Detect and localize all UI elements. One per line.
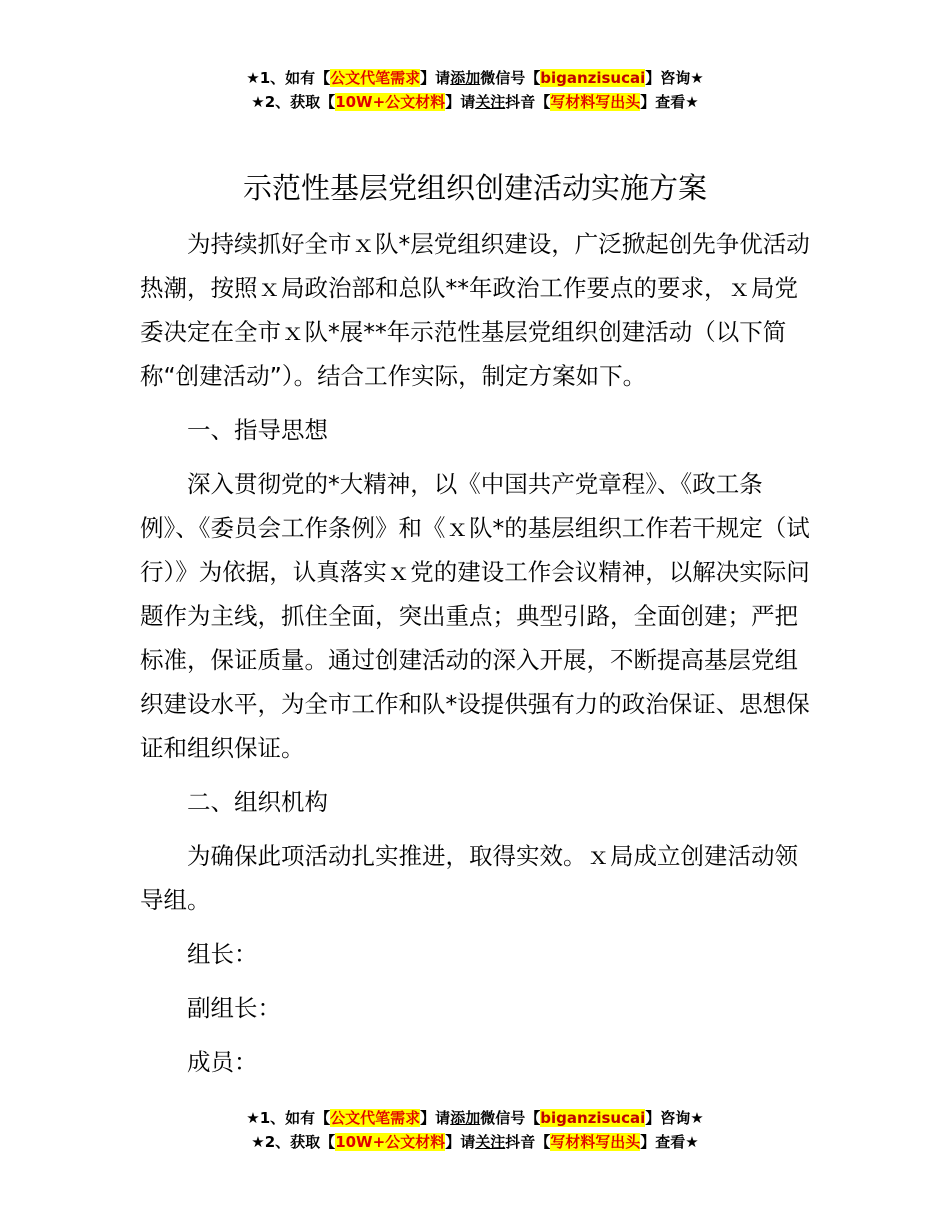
paragraph-organization: 为确保此项活动扎实推进，取得实效。ｘ局成立创建活动领导组。 [140, 842, 798, 914]
banner-text: 微信号【 [480, 1109, 541, 1127]
field-deputy-leader: 副组长： [187, 994, 281, 1022]
banner-text: 】请 [420, 69, 451, 87]
banner-text: ★2、获取【 [251, 93, 336, 111]
banner-underline: 关注 [475, 93, 506, 111]
banner-wechat-id: biganzisucai [540, 69, 646, 87]
field-leader: 组长： [187, 940, 258, 968]
header-banner [0, 66, 950, 114]
banner-text: 】请 [445, 93, 476, 111]
banner-line-1 [0, 1106, 950, 1130]
document-body [140, 222, 820, 1094]
banner-highlight: 公文代笔需求 [330, 1109, 421, 1127]
footer-banner [0, 1106, 950, 1154]
banner-text: 】咨询★ [645, 1109, 704, 1127]
section-heading-1: 一、指导思想 [187, 416, 328, 444]
banner-text: 】查看★ [640, 1133, 699, 1151]
banner-line-1 [0, 66, 950, 90]
banner-text: 抖音【 [505, 1133, 551, 1151]
banner-wechat-id: biganzisucai [540, 1109, 646, 1127]
field-members: 成员： [187, 1048, 258, 1076]
banner-text: 】咨询★ [645, 69, 704, 87]
banner-underline: 添加 [450, 69, 481, 87]
banner-highlight: 公文代笔需求 [330, 69, 421, 87]
banner-highlight: 10W+公文材料 [335, 1133, 446, 1151]
banner-text: 】查看★ [640, 93, 699, 111]
banner-line-2 [0, 90, 950, 114]
document-title: 示范性基层党组织创建活动实施方案 [242, 171, 707, 205]
section-heading-2: 二、组织机构 [187, 788, 328, 816]
banner-text: 】请 [420, 1109, 451, 1127]
banner-text: ★1、如有【 [246, 69, 331, 87]
banner-line-2 [0, 1130, 950, 1154]
banner-text: 抖音【 [505, 93, 551, 111]
banner-underline: 关注 [475, 1133, 506, 1151]
paragraph-guiding-thought: 深入贯彻党的*大精神，以《中国共产党章程》、《政工条例》、《委员会工作条例》和《ｘ队*的基层组织工作若干规定（试行）》为依据，认真落实ｘ党的建设工作会议精神，以解决实际问题作为主线，抓住全面，突出重点；典型引路，全面创建；严把标准，保证质量。通过创建活动的深入开展，不断提高基层党组织建设水平，为全市工作和队*设提供强有力的政治保证、思想保证和组织保证。 [140, 470, 810, 762]
banner-highlight: 写材料写出头 [550, 93, 641, 111]
banner-text: ★1、如有【 [246, 1109, 331, 1127]
banner-text: 】请 [445, 1133, 476, 1151]
banner-text: 微信号【 [480, 69, 541, 87]
banner-underline: 添加 [450, 1109, 481, 1127]
paragraph-intro: 为持续抓好全市ｘ队*层党组织建设，广泛掀起创先争优活动热潮，按照ｘ局政治部和总队**年政治工作要点的要求，ｘ局党委决定在全市ｘ队*展**年示范性基层党组织创建活动（以下简称“创建活动”）。结合工作实际，制定方案如下。 [140, 230, 810, 390]
banner-text: ★2、获取【 [251, 1133, 336, 1151]
banner-highlight: 写材料写出头 [550, 1133, 641, 1151]
banner-highlight: 10W+公文材料 [335, 93, 446, 111]
